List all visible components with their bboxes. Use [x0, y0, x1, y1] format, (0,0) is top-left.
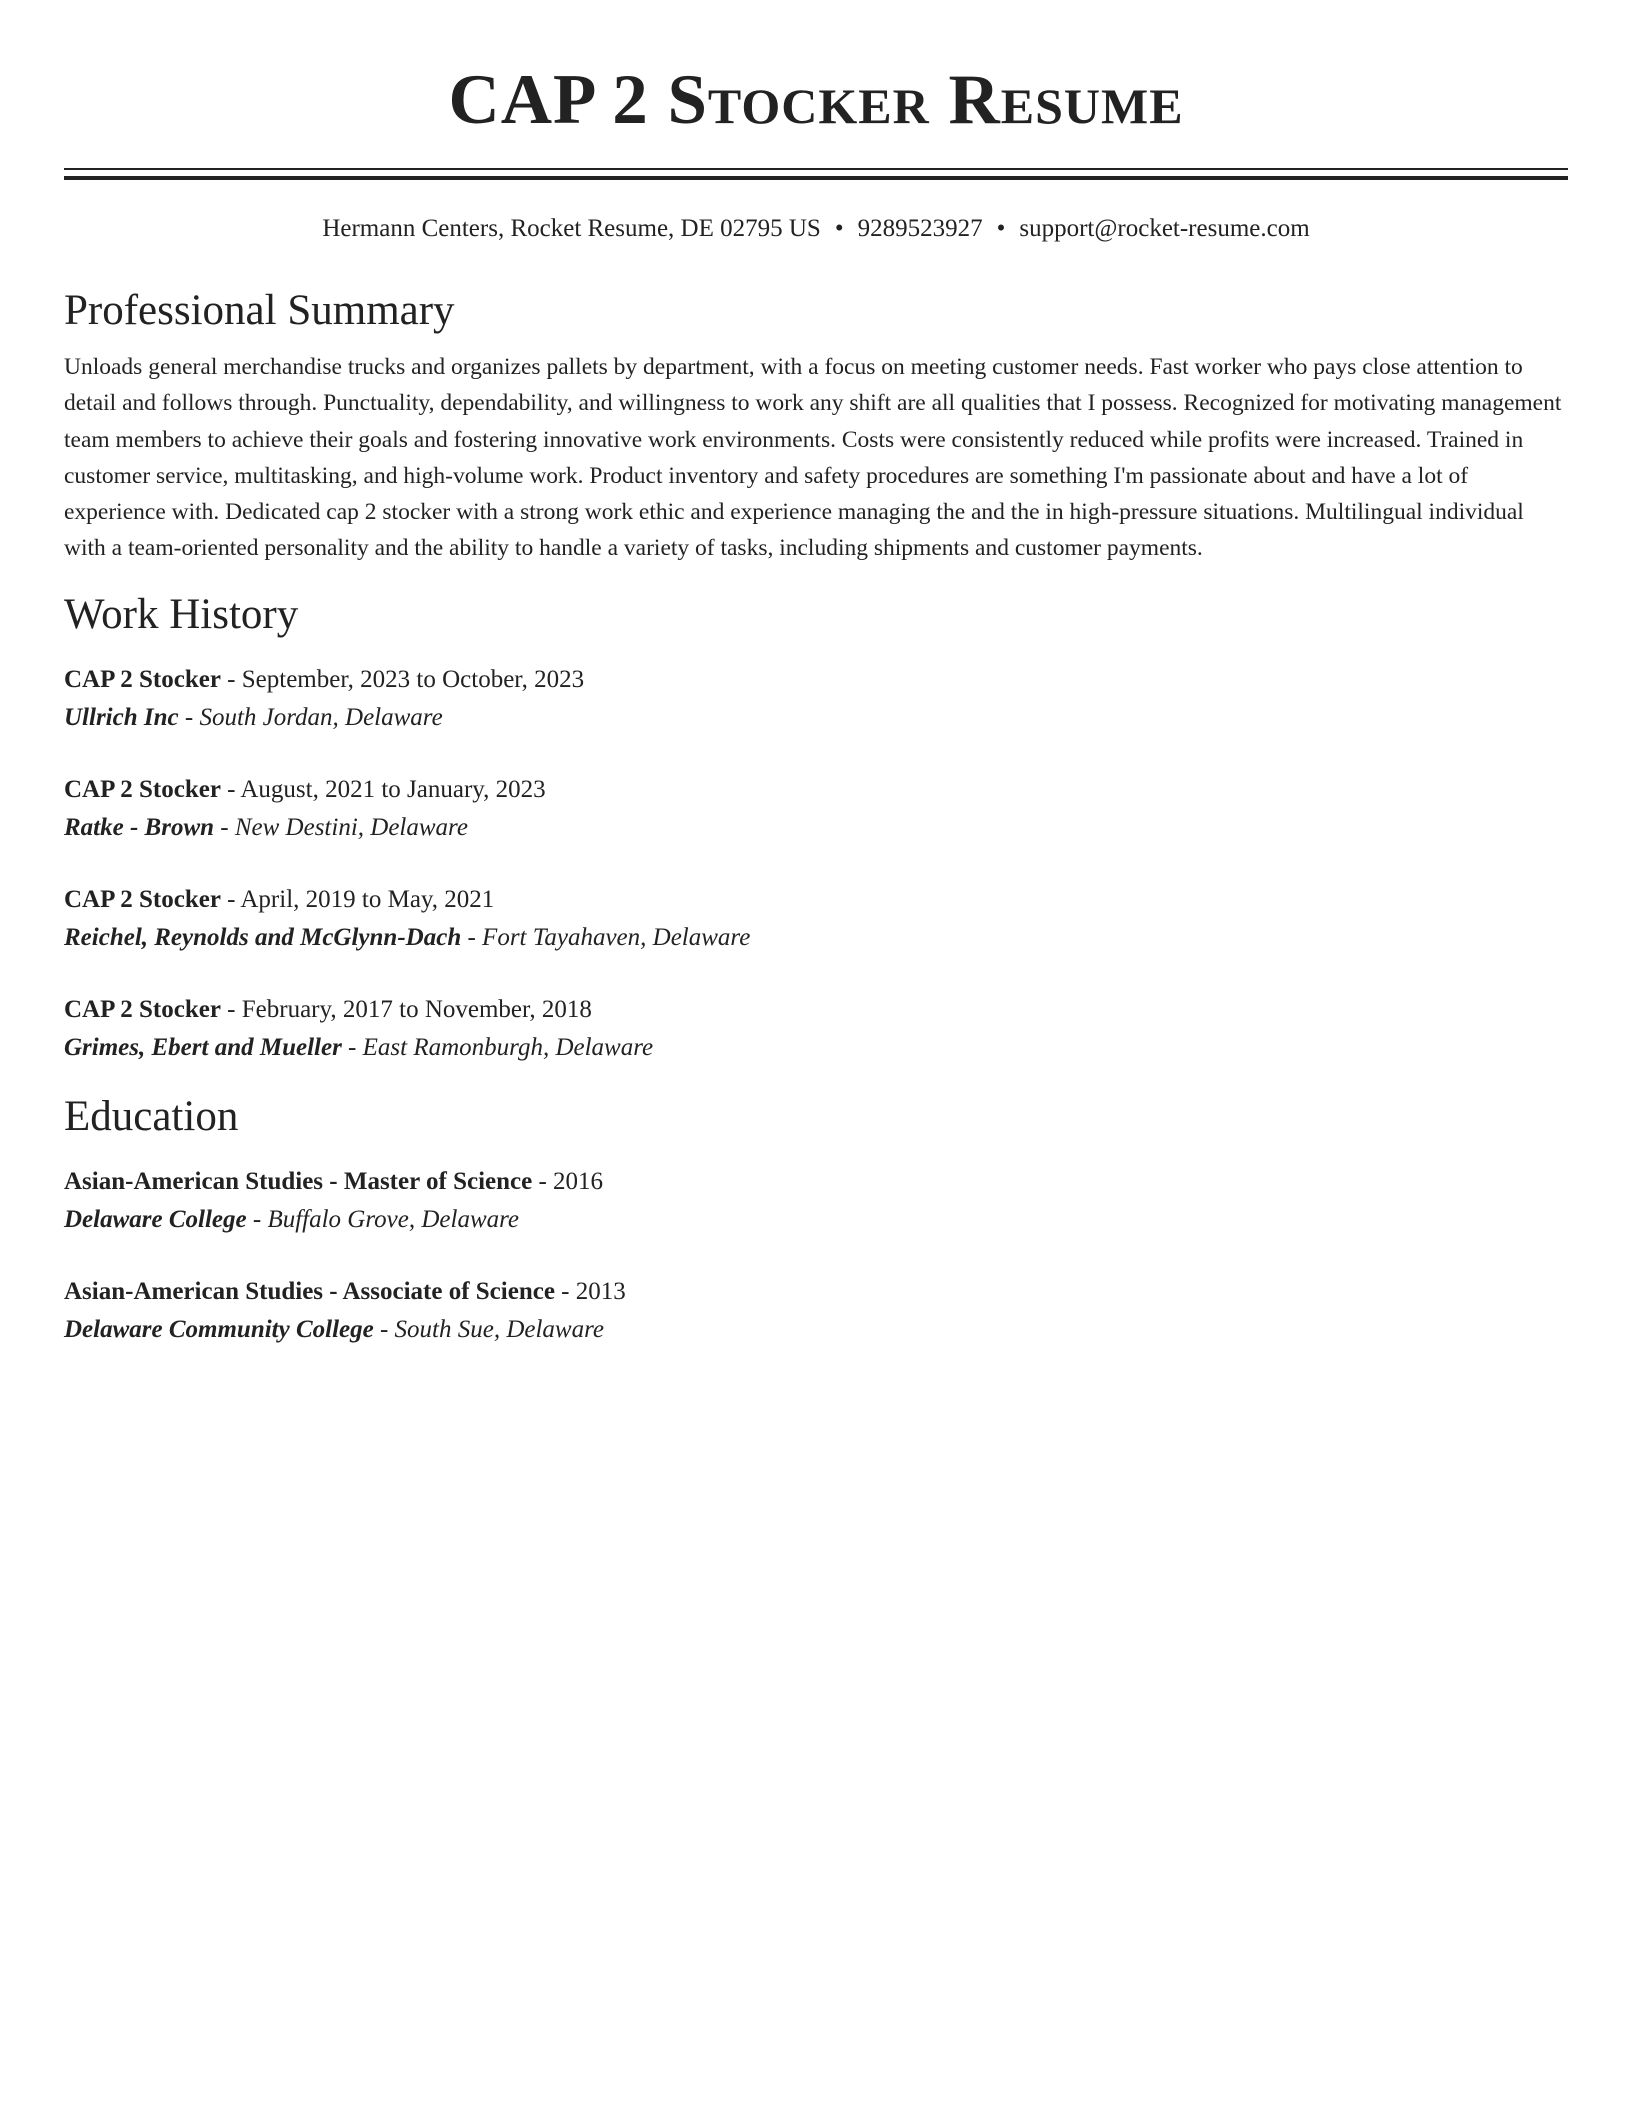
education-list [64, 1163, 1568, 1349]
dash: - [220, 665, 242, 693]
company-name: Ullrich Inc [64, 703, 179, 731]
job-dates: September, 2023 to October, 2023 [241, 665, 585, 693]
job-title: CAP 2 Stocker [64, 665, 221, 693]
dash: - [178, 703, 200, 731]
degree-name: Asian-American Studies - Master of Science [64, 1167, 533, 1195]
title-double-rule [64, 168, 1568, 180]
job-location: East Ramonburgh, Delaware [362, 1033, 654, 1061]
job-location: Fort Tayahaven, Delaware [482, 923, 751, 951]
education-entry-school [64, 1311, 1568, 1349]
education-entry-school [64, 1201, 1568, 1239]
contact-line [64, 213, 1568, 245]
job-title: CAP 2 Stocker [64, 775, 221, 803]
work-entry [64, 991, 1568, 1067]
school-location: South Sue, Delaware [394, 1315, 605, 1343]
job-dates: August, 2021 to January, 2023 [240, 775, 546, 803]
contact-address: Hermann Centers, Rocket Resume, DE 02795 US [322, 215, 821, 242]
section-title-work-history: Work History [64, 590, 299, 638]
company-name: Ratke - Brown [64, 813, 215, 841]
work-history-list [64, 661, 1568, 1067]
section-title-professional-summary: Professional Summary [64, 287, 455, 334]
contact-separator: • [834, 215, 844, 242]
company-name: Reichel, Reynolds and McGlynn-Dach [64, 923, 462, 951]
work-entry-employer [64, 1029, 1568, 1067]
work-entry-header [64, 771, 1568, 809]
school-location: Buffalo Grove, Delaware [267, 1205, 520, 1233]
work-entry [64, 771, 1568, 847]
dash: - [220, 885, 241, 913]
job-dates: April, 2019 to May, 2021 [240, 885, 495, 913]
education-entry-header [64, 1273, 1568, 1311]
dash: - [554, 1277, 576, 1305]
graduation-year: 2016 [553, 1167, 604, 1195]
degree-name: Asian-American Studies - Associate of Science [64, 1277, 555, 1305]
section-title-education: Education [64, 1092, 239, 1140]
graduation-year: 2013 [575, 1277, 626, 1305]
job-dates: February, 2017 to November, 2018 [241, 995, 592, 1023]
dash: - [246, 1205, 268, 1233]
resume-title: CAP 2 Stocker Resume [448, 61, 1184, 139]
dash: - [373, 1315, 395, 1343]
contact-separator: • [996, 215, 1006, 242]
work-entry [64, 661, 1568, 737]
work-entry-employer [64, 809, 1568, 847]
dash: - [220, 775, 241, 803]
work-entry [64, 881, 1568, 957]
job-title: CAP 2 Stocker [64, 995, 221, 1023]
dash: - [220, 995, 242, 1023]
contact-phone: 9289523927 [857, 215, 983, 242]
work-entry-employer [64, 699, 1568, 737]
job-location: South Jordan, Delaware [199, 703, 443, 731]
job-location: New Destini, Delaware [234, 813, 468, 841]
education-entry-header [64, 1163, 1568, 1201]
dash: - [532, 1167, 554, 1195]
job-title: CAP 2 Stocker [64, 885, 221, 913]
dash: - [214, 813, 235, 841]
school-name: Delaware Community College [64, 1315, 374, 1343]
work-entry-employer [64, 919, 1568, 957]
work-entry-header [64, 881, 1568, 919]
contact-email: support@rocket-resume.com [1019, 215, 1310, 242]
professional-summary-text: Unloads general merchandise trucks and organizes pallets by department, with a focus on meeting customer needs. Fast worker who pays close attention to detail and follows through. Punctuality, dependability, and willingness to work any shift are all qualities that I possess. Recognized for motivating management team members to achieve their goals and fostering innovative work environments. Costs were consistently reduced while profits were increased. Trained in customer service, multitasking, and high-volume work. Product inventory and safety procedures are something I'm passionate about and have a lot of experience with. Dedicated cap 2 stocker with a strong work ethic and experience managing the and the in high-pressure situations. Multilingual individual with a team-oriented personality and the ability to handle a variety of tasks, including shipments and customer payments. [64, 354, 1562, 562]
education-entry [64, 1163, 1568, 1239]
dash: - [461, 923, 483, 951]
dash: - [341, 1033, 363, 1061]
school-name: Delaware College [64, 1205, 247, 1233]
work-entry-header [64, 991, 1568, 1029]
education-entry [64, 1273, 1568, 1349]
work-entry-header [64, 661, 1568, 699]
company-name: Grimes, Ebert and Mueller [64, 1033, 342, 1061]
